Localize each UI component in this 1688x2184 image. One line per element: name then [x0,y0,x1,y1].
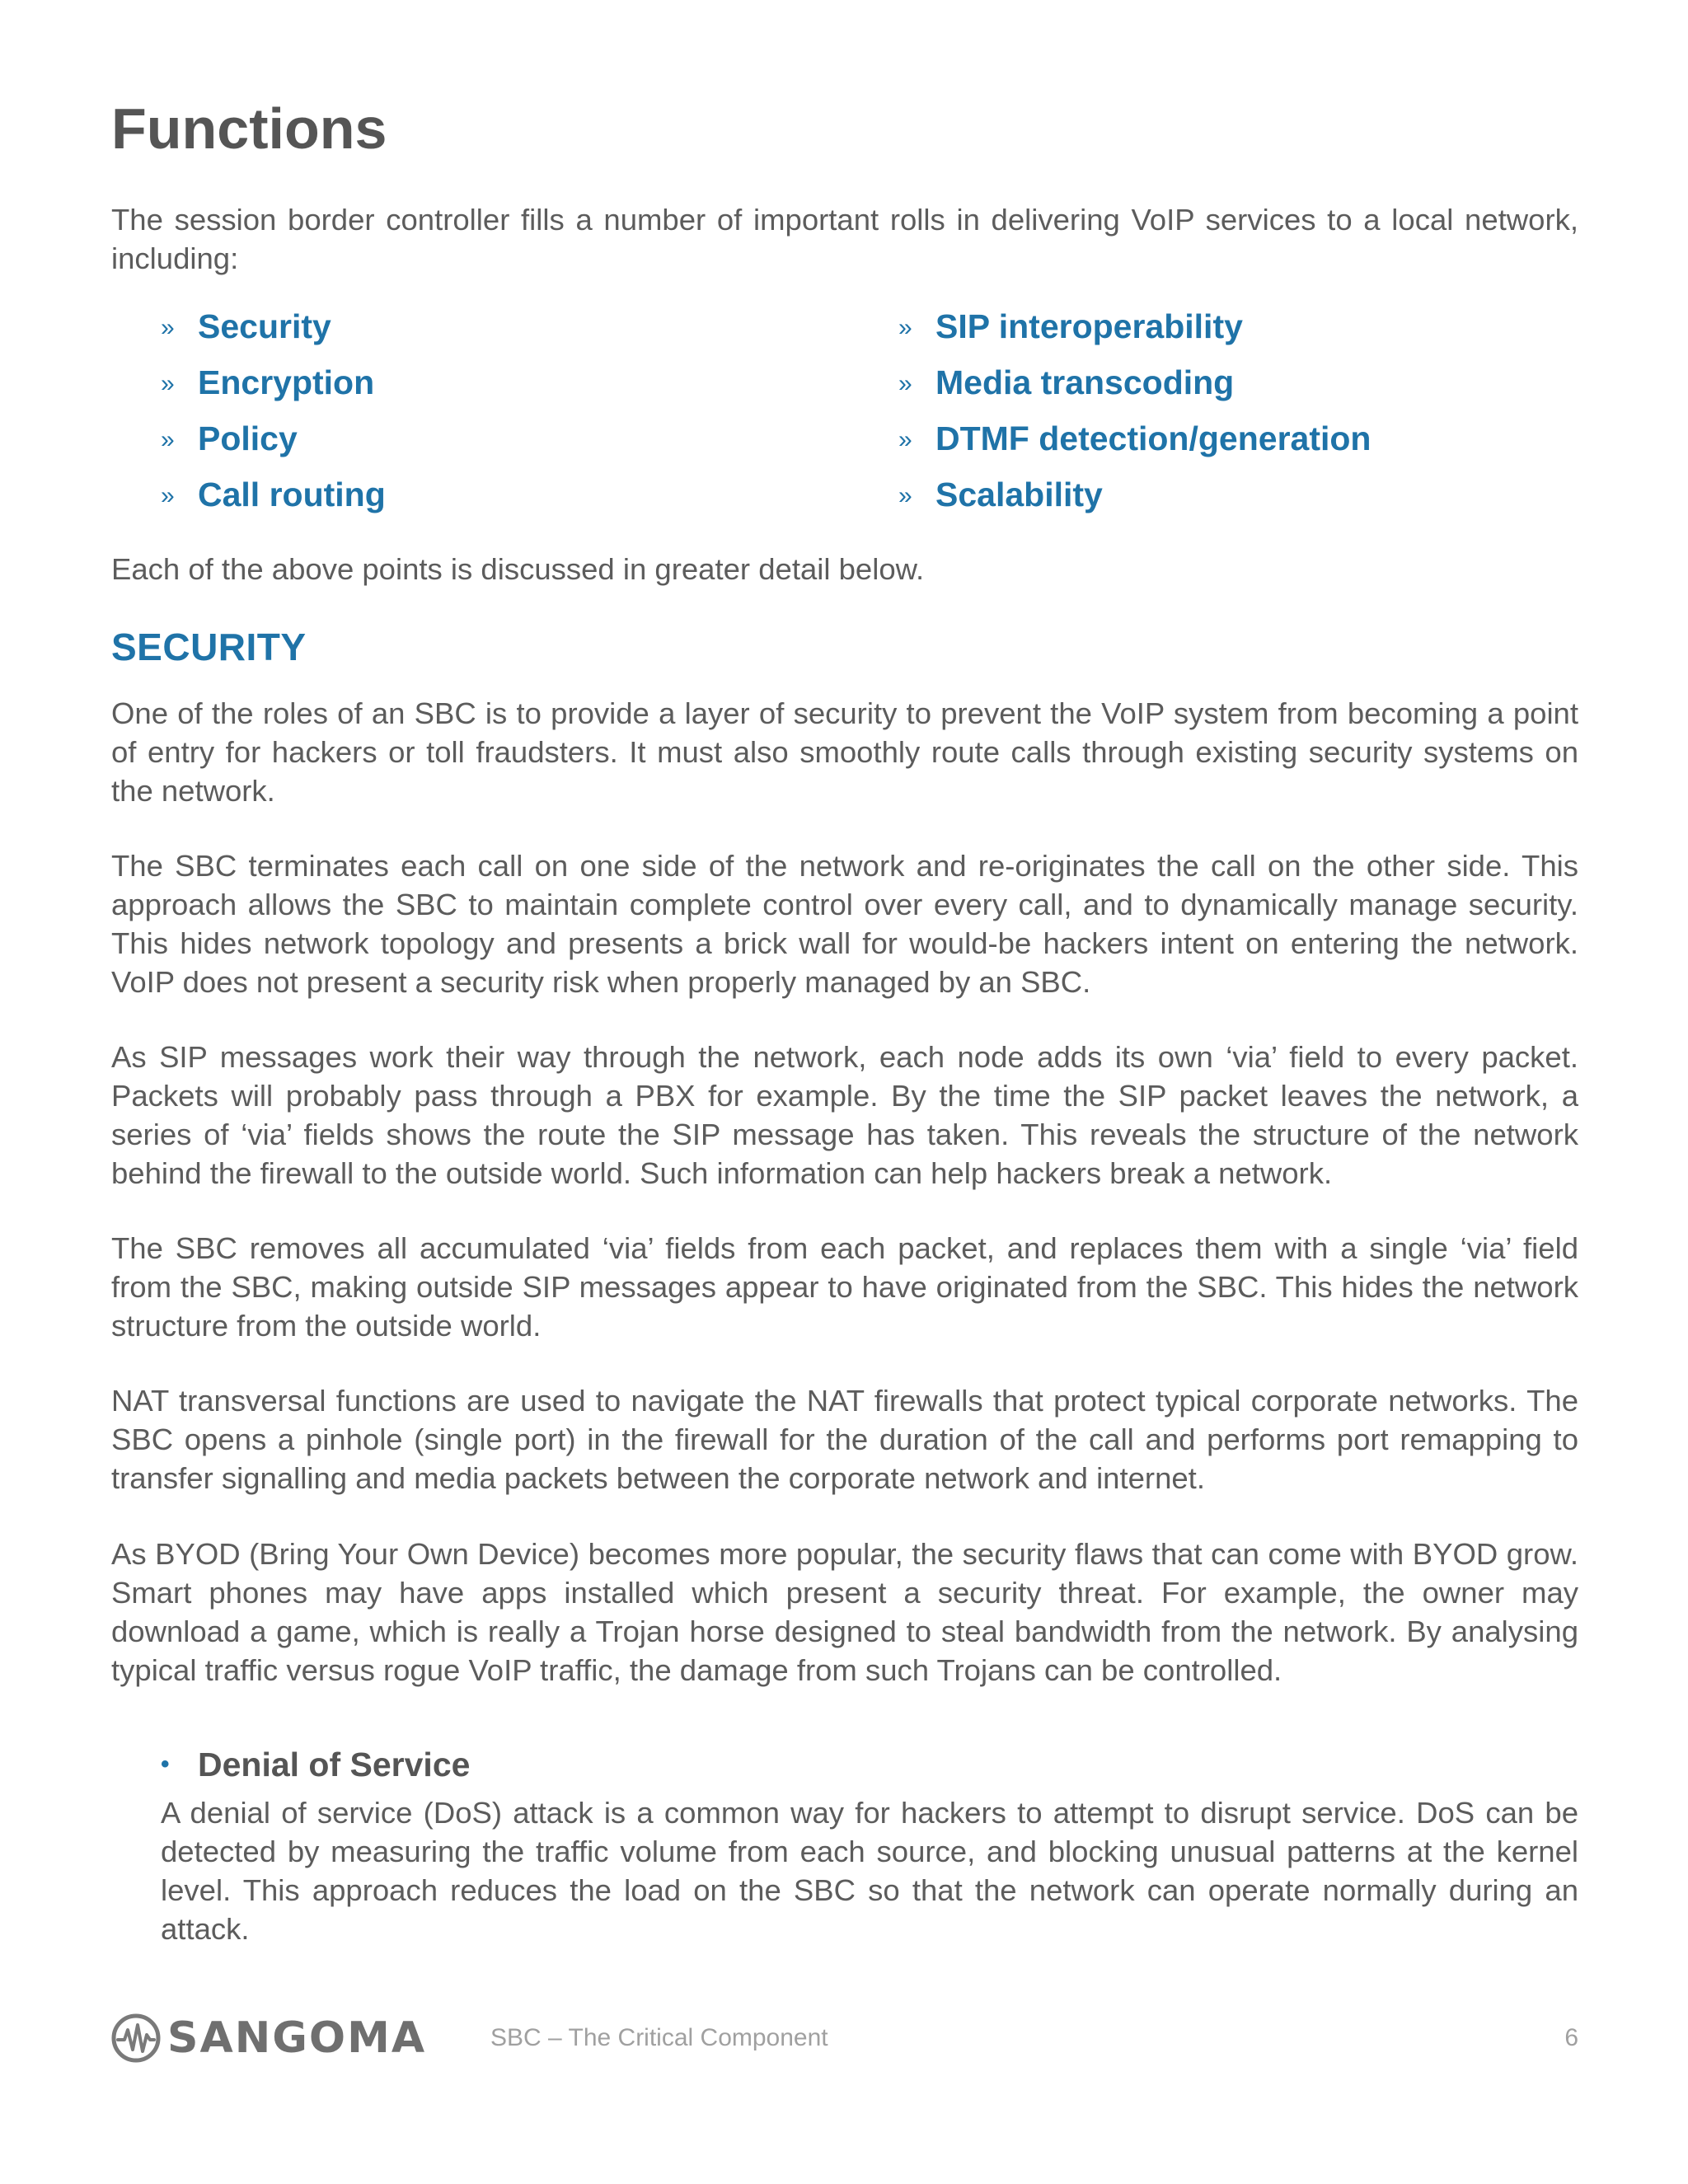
list-item [161,298,898,354]
chevron-right-icon: » [161,426,175,453]
intro-paragraph: The session border controller fills a number of important rolls in delivering VoIP services to a local network, including: [111,203,1578,275]
security-paragraph: The SBC removes all accumulated ‘via’ fields from each packet, and replaces them with a single ‘via’ field from the SBC, making outside SIP messages appear to have originated from the SBC. This hides the network structure from the outside world. [111,1231,1578,1343]
chevron-right-icon: » [898,426,912,453]
list-item [898,298,1578,354]
list-item [898,410,1578,466]
list-item [161,354,898,410]
chevron-right-icon: » [898,314,912,341]
chevron-right-icon: » [161,482,175,509]
logo-wordmark: SANGOMA [167,2013,427,2063]
list-item-label: Scalability [935,475,1103,513]
security-paragraph: As SIP messages work their way through the network, each node adds its own ‘via’ field to every packet. Packets will probably pass through a PBX for example. By the time the SIP packet leaves the network, a series of ‘via’ fields shows the route the SIP message has taken. This reveals the structure of the network behind the firewall to the outside world. Such information can help hackers break a network. [111,1040,1578,1190]
page-footer [111,2009,1578,2067]
chevron-right-icon: » [161,370,175,397]
list-item-label: SIP interoperability [935,307,1243,345]
functions-list [161,298,1578,523]
bullet-icon: • [161,1750,170,1778]
sangoma-logo-icon [111,2013,161,2063]
denial-of-service-block [161,1741,1578,1948]
subsection-heading [161,1741,1578,1788]
security-paragraph: The SBC terminates each call on one side of the network and re-originates the call on the other side. This approach allows the SBC to maintain complete control over every call, and to dynamically manage security. This hides network topology and presents a brick wall for would-be hackers intent on entering the network. VoIP does not present a security risk when properly managed by an SBC. [111,849,1578,999]
sangoma-logo [111,2009,426,2067]
security-paragraph: As BYOD (Bring Your Own Device) becomes more popular, the security flaws that can come with BYOD grow. Smart phones may have apps installed which present a security threat. For example, the owner may download a game, which is really a Trojan horse designed to steal bandwidth from the network. By analysing typical traffic versus rogue VoIP traffic, the damage from such Trojans can be controlled. [111,1537,1578,1687]
list-item [161,410,898,466]
footer-document-title: SBC – The Critical Component [490,2024,828,2051]
list-item-label: Policy [198,419,298,457]
chevron-right-icon: » [898,370,912,397]
subsection-heading-label: Denial of Service [198,1745,471,1783]
security-paragraph: One of the roles of an SBC is to provide a layer of security to prevent the VoIP system from becoming a point of entry for hackers or toll fraudsters. It must also smoothly route calls through existing security systems on the network. [111,696,1578,808]
page-title: Functions [111,96,387,161]
list-item [898,354,1578,410]
section-heading-security: SECURITY [111,626,307,668]
page-number: 6 [1564,2024,1578,2051]
list-item [898,466,1578,523]
security-paragraph: NAT transversal functions are used to navigate the NAT firewalls that protect typical corporate networks. The SBC opens a pinhole (single port) in the firewall for the duration of the call and performs port remapping to transfer signalling and media packets between the corporate network and internet. [111,1384,1578,1495]
summary-paragraph: Each of the above points is discussed in greater detail below. [111,552,925,586]
list-item-label: DTMF detection/generation [935,419,1372,457]
list-item [161,466,898,523]
list-item-label: Encryption [198,363,375,401]
chevron-right-icon: » [898,482,912,509]
dos-paragraph: A denial of service (DoS) attack is a common way for hackers to attempt to disrupt service. DoS can be detected by measuring the traffic volume from each source, and blocking unusual patterns at the kernel level. This approach reduces the load on the SBC so that the network can operate normally during an attack. [161,1796,1578,1946]
chevron-right-icon: » [161,314,175,341]
list-item-label: Call routing [198,475,386,513]
list-item-label: Security [198,307,331,345]
list-item-label: Media transcoding [935,363,1235,401]
